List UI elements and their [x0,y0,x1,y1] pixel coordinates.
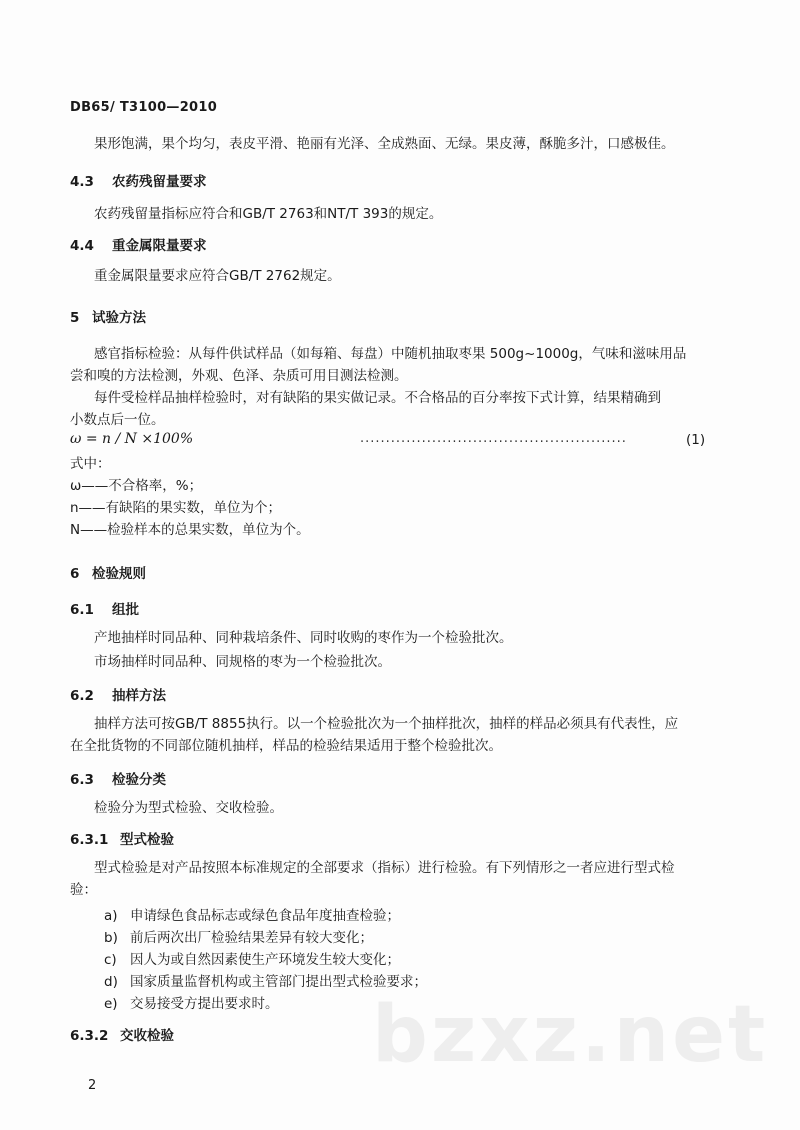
heading-4-3 [70,170,207,190]
heading-6-2 [70,684,166,704]
heading-title: 试验方法 [92,310,146,326]
heading-number: 6.3.1 [70,832,109,848]
list-item-text: 因人为或自然因素使生产环境发生较大变化； [130,952,400,968]
heading-6-3-1 [70,828,174,848]
definition-omega: ω——不合格率，%； [70,478,203,494]
heading-title: 检验规则 [92,566,146,582]
paragraph-6-3-1-l1: 型式检验是对产品按照本标准规定的全部要求（指标）进行检验。有下列情形之一者应进行型式检 [94,860,675,876]
heading-title: 重金属限量要求 [112,238,207,254]
list-item [104,906,400,926]
heading-title: 抽样方法 [112,688,166,704]
paragraph-4-4: 重金属限量要求应符合GB/T 2762规定。 [94,268,341,284]
list-item [104,972,427,992]
paragraph-6-3: 检验分为型式检验、交收检验。 [94,800,283,816]
paragraph-6-1-l1: 产地抽样时同品种、同种栽培条件、同时收购的枣作为一个检验批次。 [94,630,513,646]
list-item-label: e) [104,996,118,1012]
heading-title: 检验分类 [112,772,166,788]
formula: ω = n / N ×100% [70,431,194,447]
heading-number: 4.3 [70,174,94,190]
definition-n: n——有缺陷的果实数，单位为个； [70,500,282,516]
document-header: DB65/ T3100—2010 [70,100,218,115]
heading-6 [70,562,146,582]
paragraph-5-sensory-l1: 感官指标检验：从每件供试样品（如每箱、每盘）中随机抽取枣果 500g~1000g，气味和滋味用品 [94,346,687,362]
paragraph-6-2-l2: 在全批货物的不同部位随机抽样，样品的检验结果适用于整个检验批次。 [70,738,502,754]
list-item [104,928,373,948]
definition-N: N——检验样本的总果实数，单位为个。 [70,522,310,538]
list-item-label: d) [104,974,118,990]
heading-title: 农药残留量要求 [112,174,207,190]
list-item-label: b) [104,930,118,946]
list-item-label: a) [104,908,118,924]
heading-6-3 [70,768,166,788]
heading-number: 6 [70,566,80,582]
heading-4-4 [70,234,207,254]
heading-title: 交收检验 [120,1028,174,1044]
heading-number: 6.3.2 [70,1028,109,1044]
list-item [104,950,400,970]
paragraph-6-1-l2: 市场抽样时同品种、同规格的枣为一个检验批次。 [94,654,391,670]
watermark: bzxz.net [372,990,769,1080]
heading-6-1 [70,598,139,618]
heading-6-3-2 [70,1024,174,1044]
paragraph-5-sampling-l2: 小数点后一位。 [70,412,165,428]
fruit-description: 果形饱满，果个均匀，表皮平滑、艳丽有光泽、全成熟面、无绿。果皮薄，酥脆多汁，口感极佳。 [94,136,675,152]
list-item-label: c) [104,952,117,968]
paragraph-6-2-l1: 抽样方法可按GB/T 8855执行。以一个检验批次为一个抽样批次，抽样的样品必须具有代表性，应 [94,716,679,732]
heading-number: 6.2 [70,688,94,704]
heading-title: 组批 [112,602,139,618]
list-item-text: 交易接受方提出要求时。 [130,996,279,1012]
heading-5 [70,306,146,326]
page-number: 2 [88,1078,97,1093]
list-item-text: 申请绿色食品标志或绿色食品年度抽查检验； [130,908,400,924]
list-item-text: 前后两次出厂检验结果差异有较大变化； [130,930,373,946]
paragraph-6-3-1-l2: 验： [70,882,97,898]
where-label: 式中： [70,456,111,472]
heading-number: 6.1 [70,602,94,618]
heading-number: 6.3 [70,772,94,788]
heading-number: 4.4 [70,238,94,254]
formula-number: (1) [686,432,706,448]
paragraph-5-sensory-l2: 尝和嗅的方法检测，外观、色泽、杂质可用目测法检测。 [70,368,408,384]
heading-number: 5 [70,310,80,326]
heading-title: 型式检验 [120,832,174,848]
list-item [104,994,279,1014]
paragraph-4-3: 农药残留量指标应符合和GB/T 2763和NT/T 393的规定。 [94,206,443,222]
paragraph-5-sampling-l1: 每件受检样品抽样检验时，对有缺陷的果实做记录。不合格品的百分率按下式计算，结果精确到 [94,390,661,406]
list-item-text: 国家质量监督机构或主管部门提出型式检验要求； [130,974,427,990]
formula-leader-dots: .................................................... [360,431,627,446]
